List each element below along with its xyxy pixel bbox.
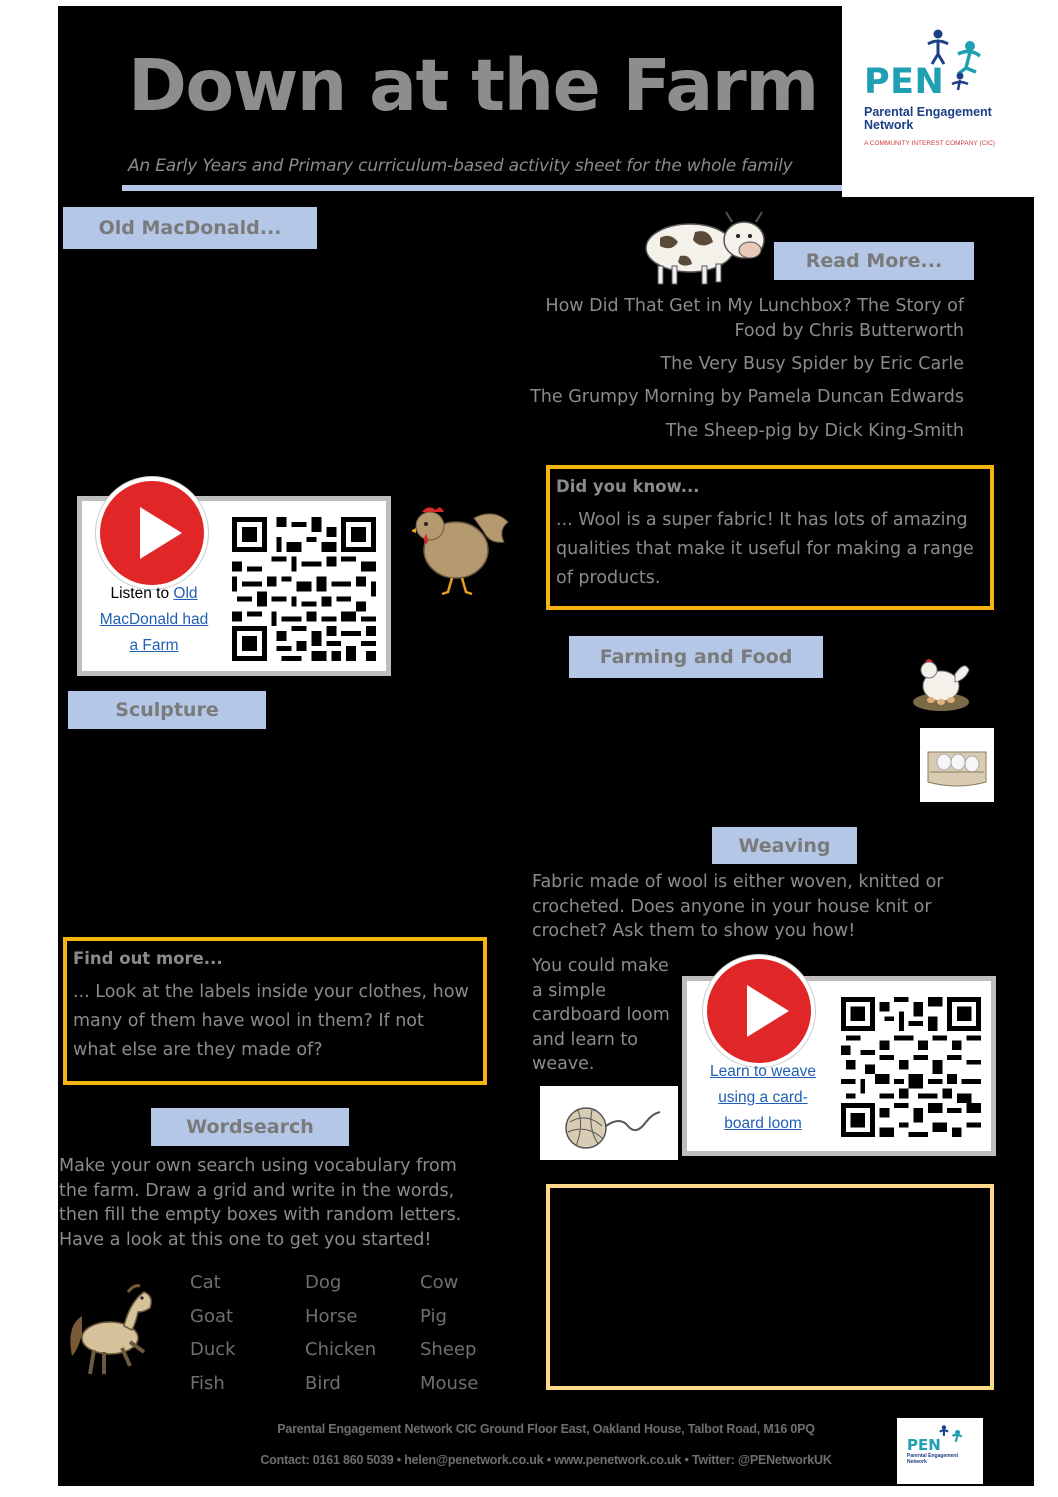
old-macdonald-link[interactable]: MacDonald had (99, 611, 209, 628)
cow-illustration (640, 208, 770, 286)
word-item: Dog (305, 1272, 342, 1293)
egg-box-illustration (920, 728, 994, 802)
book-item: The Grumpy Morning by Pamela Duncan Edwards (530, 387, 964, 407)
old-macdonald-link[interactable]: a Farm (129, 637, 179, 654)
word-item: Bird (305, 1372, 341, 1394)
video-caption: Listen to Old MacDonald had a Farm (99, 585, 209, 654)
word-item: Horse (305, 1305, 358, 1327)
footer-contact: Contact: 0161 860 5039 • helen@penetwork.co.uk • www.penetwork.co.uk • Twitter: @PENetworkUK (260, 1453, 832, 1467)
find-out-more-box (63, 937, 487, 1085)
yarn-illustration (540, 1086, 678, 1160)
logo-tagline: A COMMUNITY INTEREST COMPANY (CIC) (864, 140, 995, 147)
word-list (190, 1271, 535, 1396)
title-underline (122, 185, 874, 191)
old-macdonald-link[interactable]: Old (173, 585, 198, 602)
pen-logo (842, 0, 1058, 197)
play-icon[interactable] (703, 955, 815, 1067)
page-title: Down at the Farm (128, 44, 818, 127)
weaving-link[interactable]: Learn to weave (710, 1063, 816, 1080)
word-item: Cow (420, 1272, 459, 1293)
word-item: Cat (190, 1272, 221, 1293)
did-you-know-box (546, 465, 994, 610)
book-item: The Very Busy Spider by Eric Carle (660, 354, 964, 374)
word-item: Chicken (305, 1339, 377, 1360)
logo-name: Parental Engagement Network (864, 105, 992, 132)
section-header-read-more: Read More... (774, 242, 974, 280)
section-header-sculpture: Sculpture (68, 691, 266, 729)
hen-illustration (412, 498, 512, 598)
book-item: How Did That Get in My Lunchbox? The Story of Food by Chris Butterworth (545, 296, 964, 341)
word-item: Duck (190, 1339, 236, 1360)
page-subtitle: An Early Years and Primary curriculum-based activity sheet for the whole family (128, 156, 793, 176)
people-icon (937, 1424, 967, 1452)
pen-logo-small (897, 1418, 983, 1484)
qr-code[interactable] (232, 517, 376, 661)
footer-address: Parental Engagement Network CIC Ground Floor East, Oakland House, Talbot Road, M16 0PQ (277, 1422, 815, 1436)
word-item: Goat (190, 1305, 234, 1327)
loom-text: You could make a simple cardboard loom and learn to weave. (532, 956, 670, 1074)
play-icon[interactable] (96, 477, 208, 589)
section-header-wordsearch: Wordsearch (151, 1108, 349, 1146)
find-out-more-text: ... Look at the labels inside your clothes, how many of them have wool in them? If not what else are they made of? (73, 982, 469, 1060)
hen-nest-illustration (911, 650, 973, 714)
wordsearch-instructions: Make your own search using vocabulary from the farm. Draw a grid and write in the words, then fill the empty boxes with random letters. Have a look at this one to get you started! (59, 1156, 462, 1250)
qr-code[interactable] (841, 997, 981, 1137)
word-item: Fish (190, 1372, 225, 1394)
section-header-old-macdonald: Old MacDonald... (63, 207, 317, 249)
poster-background (58, 6, 1034, 1486)
logo-abbreviation: PEN (907, 1436, 941, 1454)
word-item: Sheep (420, 1339, 477, 1360)
word-item: Pig (420, 1305, 447, 1327)
weaving-link[interactable]: using a card- (718, 1089, 808, 1106)
weaving-link[interactable]: board loom (724, 1115, 802, 1132)
weaving-text: Fabric made of wool is either woven, knitted or crocheted. Does anyone in your house knit or crochet? Ask them to show you how! (532, 872, 944, 941)
section-header-farming-food: Farming and Food (569, 636, 823, 678)
did-you-know-heading: Did you know... (556, 477, 700, 496)
did-you-know-text: ... Wool is a super fabric! It has lots of amazing qualities that make it useful for making a range of products. (556, 510, 974, 588)
video-card-old-macdonald[interactable] (77, 496, 391, 676)
book-item: The Sheep-pig by Dick King-Smith (665, 421, 964, 441)
section-header-weaving: Weaving (712, 827, 857, 864)
find-out-more-heading: Find out more... (73, 949, 223, 968)
horse-illustration (64, 1282, 156, 1378)
logo-abbreviation: PEN (864, 62, 945, 102)
empty-activity-box (546, 1184, 994, 1390)
word-item: Mouse (420, 1372, 479, 1394)
logo-name: Parental Engagement Network (907, 1453, 959, 1465)
video-caption (691, 1059, 835, 1137)
video-card-weaving[interactable] (682, 976, 996, 1156)
